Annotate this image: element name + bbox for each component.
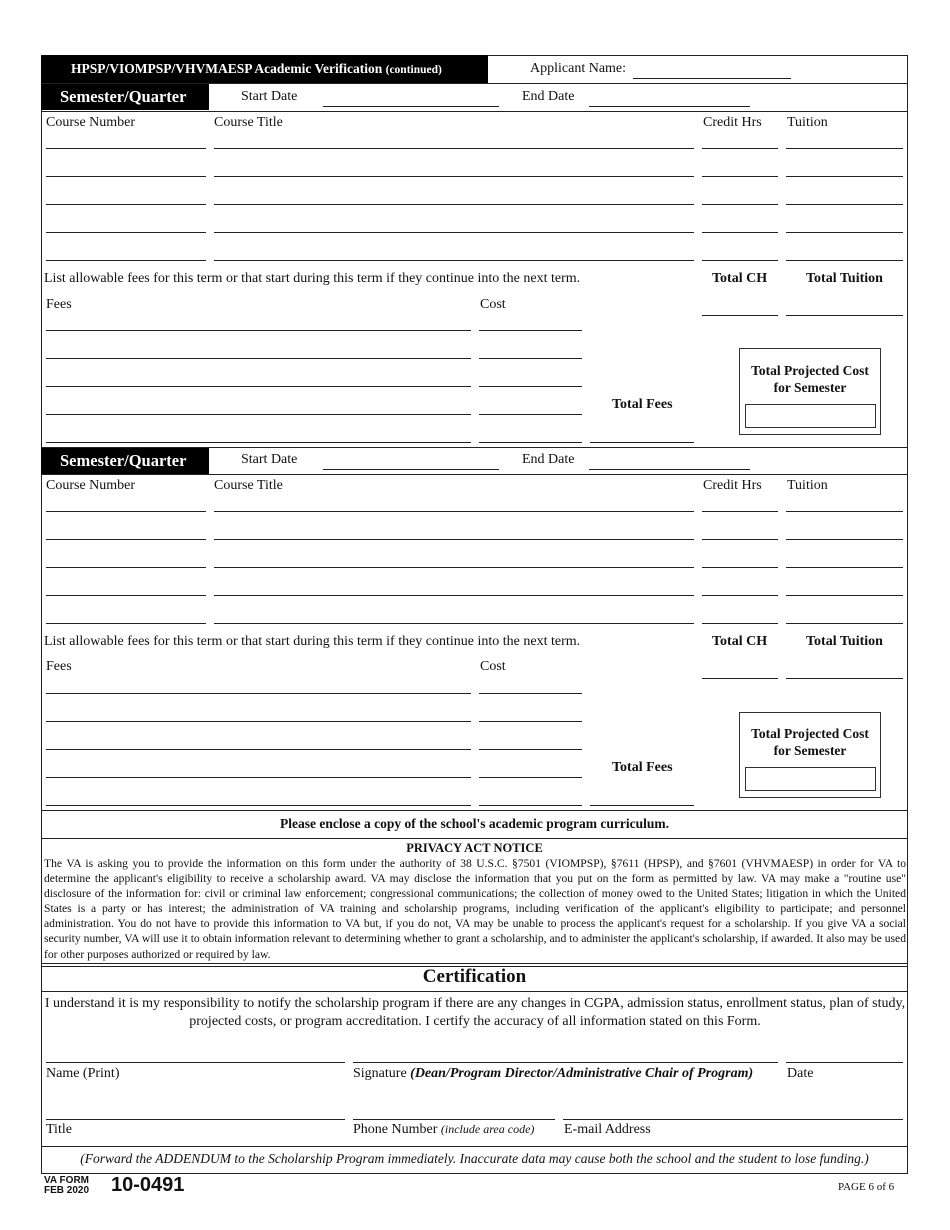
course-number-field[interactable] xyxy=(46,567,206,568)
end-date-field[interactable] xyxy=(589,106,750,107)
course-number-field[interactable] xyxy=(46,148,206,149)
total-tuition-label: Total Tuition xyxy=(806,271,883,286)
fee-field[interactable] xyxy=(46,777,471,778)
course-number-field[interactable] xyxy=(46,539,206,540)
cost-field[interactable] xyxy=(479,414,582,415)
fees-header: Fees xyxy=(46,297,72,312)
tuition-field[interactable] xyxy=(786,595,903,596)
credit-hrs-field[interactable] xyxy=(702,623,778,624)
name-print-field[interactable] xyxy=(46,1062,345,1063)
phone-qualifier: (include area code) xyxy=(440,1122,535,1136)
course-number-field[interactable] xyxy=(46,260,206,261)
start-date-field[interactable] xyxy=(323,106,499,107)
form-title xyxy=(71,61,442,77)
total-fees-field[interactable] xyxy=(590,805,694,806)
cost-field[interactable] xyxy=(479,721,582,722)
section-divider xyxy=(41,963,908,964)
total-projected-cost-line1: Total Projected Cost xyxy=(751,726,869,741)
form-date: FEB 2020 xyxy=(44,1185,90,1196)
fee-field[interactable] xyxy=(46,805,471,806)
cost-field[interactable] xyxy=(479,693,582,694)
email-address-label: E-mail Address xyxy=(564,1122,651,1137)
tuition-field[interactable] xyxy=(786,176,903,177)
phone-number-field[interactable] xyxy=(353,1119,555,1120)
date-field[interactable] xyxy=(786,1062,903,1063)
course-title-header: Course Title xyxy=(214,478,283,493)
certification-statement: I understand it is my responsibility to notify the scholarship program if there are any changes in CGPA, admission status, enrollment status, plan of study, projected costs, or program accreditation. I certify the accuracy of all information stated on this Form. xyxy=(44,996,906,1029)
signature-field[interactable] xyxy=(353,1062,778,1063)
total-projected-cost-line2: for Semester xyxy=(773,743,847,758)
course-title-field[interactable] xyxy=(214,511,694,512)
signature-label-text: Signature xyxy=(353,1066,407,1081)
end-date-field[interactable] xyxy=(589,469,750,470)
email-address-field[interactable] xyxy=(563,1119,903,1120)
start-date-field[interactable] xyxy=(323,469,499,470)
total-projected-cost-field[interactable] xyxy=(745,767,876,791)
credit-hrs-field[interactable] xyxy=(702,539,778,540)
cost-field[interactable] xyxy=(479,386,582,387)
semester-quarter-badge xyxy=(41,84,209,110)
total-fees-label: Total Fees xyxy=(612,760,673,775)
semester-quarter-label: Semester/Quarter xyxy=(60,451,187,470)
privacy-notice-heading: PRIVACY ACT NOTICE xyxy=(406,841,543,855)
course-number-field[interactable] xyxy=(46,204,206,205)
frame-right xyxy=(907,55,908,1173)
course-title-field[interactable] xyxy=(214,176,694,177)
frame-left xyxy=(41,55,42,1173)
fees-instruction: List allowable fees for this term or that start during this term if they continue into the next term. xyxy=(44,271,581,286)
fee-field[interactable] xyxy=(46,693,471,694)
section-divider xyxy=(41,810,908,811)
total-ch-field[interactable] xyxy=(702,678,778,679)
total-projected-cost-line2: for Semester xyxy=(773,380,847,395)
total-projected-cost-box xyxy=(739,712,881,798)
fee-field[interactable] xyxy=(46,386,471,387)
tuition-field[interactable] xyxy=(786,148,903,149)
credit-hrs-field[interactable] xyxy=(702,595,778,596)
course-title-field[interactable] xyxy=(214,567,694,568)
section-divider xyxy=(41,991,908,992)
section-divider xyxy=(41,838,908,839)
course-title-field[interactable] xyxy=(214,148,694,149)
credit-hrs-field[interactable] xyxy=(702,148,778,149)
privacy-notice-body: The VA is asking you to provide the information on this form under the authority of 38 U.S.C. §7501 (VIOMPSP), §7611 (HPSP), and §7601 (VHVMAESP) in order for VA to determine the applicant's eligibility to receive a scholarship award. VA may disclose the information that you put on the form as permitted by law. VA may make a "routine use" disclosure of the information for: civil or criminal law enforcement; congressional communications; the collection of money owed to the United States; litigation in which the United States is a party or has interest; the administration of VA training and scholarship programs, including verification of the applicant's eligibility to participate; and personnel administration. You do not have to provide this information to VA but, if you do not, VA may be unable to process the applicant's request for a scholarship. If you give VA a social security number, VA will use it to obtain information relevant to determining whether to grant a scholarship, and to administer the applicant's scholarship, if awarded. It also may be used for other purposes authorized or required by law. xyxy=(44,857,906,961)
form-number: 10-0491 xyxy=(111,1174,185,1196)
credit-hrs-field[interactable] xyxy=(702,232,778,233)
cost-field[interactable] xyxy=(479,358,582,359)
course-title-field[interactable] xyxy=(214,232,694,233)
semester-quarter-label: Semester/Quarter xyxy=(60,87,187,106)
fee-field[interactable] xyxy=(46,414,471,415)
tuition-header: Tuition xyxy=(787,115,828,130)
course-title-field[interactable] xyxy=(214,539,694,540)
semester-quarter-badge xyxy=(41,448,209,474)
section-divider xyxy=(41,474,908,475)
form-title-bar xyxy=(41,55,488,83)
fee-field[interactable] xyxy=(46,330,471,331)
cost-field[interactable] xyxy=(479,442,582,443)
tuition-field[interactable] xyxy=(786,567,903,568)
end-date-label: End Date xyxy=(522,89,575,104)
tuition-field[interactable] xyxy=(786,539,903,540)
total-tuition-field[interactable] xyxy=(786,315,903,316)
signature-label xyxy=(353,1066,753,1082)
course-number-field[interactable] xyxy=(46,623,206,624)
certification-heading: Certification xyxy=(422,966,527,987)
credit-hrs-field[interactable] xyxy=(702,204,778,205)
course-number-header: Course Number xyxy=(46,115,136,130)
end-date-label: End Date xyxy=(522,452,575,467)
tuition-field[interactable] xyxy=(786,511,903,512)
signature-qualifier: (Dean/Program Director/Administrative Chair of Program) xyxy=(410,1066,754,1081)
credit-hrs-field[interactable] xyxy=(702,511,778,512)
form-title-suffix: (continued) xyxy=(385,64,442,76)
total-tuition-field[interactable] xyxy=(786,678,903,679)
total-ch-label: Total CH xyxy=(712,271,768,286)
tuition-field[interactable] xyxy=(786,623,903,624)
forward-addendum-note: (Forward the ADDENDUM to the Scholarship Program immediately. Inaccurate data may cause both the school and the student to lose funding.) xyxy=(80,1151,869,1166)
cost-field[interactable] xyxy=(479,749,582,750)
course-title-field[interactable] xyxy=(214,595,694,596)
title-field[interactable] xyxy=(46,1119,345,1120)
cost-header: Cost xyxy=(480,297,506,312)
section-divider xyxy=(41,1146,908,1147)
va-form-label xyxy=(44,1176,89,1196)
total-projected-cost-label xyxy=(740,362,880,396)
course-number-field[interactable] xyxy=(46,176,206,177)
tuition-field[interactable] xyxy=(786,232,903,233)
date-label: Date xyxy=(787,1066,814,1081)
credit-hrs-field[interactable] xyxy=(702,176,778,177)
page-number: PAGE 6 of 6 xyxy=(838,1181,895,1193)
cost-field[interactable] xyxy=(479,330,582,331)
course-title-field[interactable] xyxy=(214,623,694,624)
fee-field[interactable] xyxy=(46,358,471,359)
tuition-field[interactable] xyxy=(786,204,903,205)
fee-field[interactable] xyxy=(46,749,471,750)
applicant-name-label: Applicant Name: xyxy=(530,61,627,76)
cost-header: Cost xyxy=(480,659,506,674)
tuition-field[interactable] xyxy=(786,260,903,261)
phone-number-label xyxy=(353,1122,534,1138)
total-fees-field[interactable] xyxy=(590,442,694,443)
va-form-text: VA FORM xyxy=(44,1175,89,1186)
fee-field[interactable] xyxy=(46,442,471,443)
course-title-field[interactable] xyxy=(214,204,694,205)
start-date-label: Start Date xyxy=(241,452,298,467)
credit-hrs-header: Credit Hrs xyxy=(703,478,762,493)
start-date-label: Start Date xyxy=(241,89,298,104)
credit-hrs-field[interactable] xyxy=(702,567,778,568)
total-fees-label: Total Fees xyxy=(612,397,673,412)
fee-field[interactable] xyxy=(46,721,471,722)
cost-field[interactable] xyxy=(479,805,582,806)
course-title-field[interactable] xyxy=(214,260,694,261)
course-number-header: Course Number xyxy=(46,478,136,493)
section-divider xyxy=(41,111,908,112)
total-projected-cost-box xyxy=(739,348,881,435)
enclose-curriculum-notice: Please enclose a copy of the school's academic program curriculum. xyxy=(280,816,669,831)
total-ch-field[interactable] xyxy=(702,315,778,316)
total-projected-cost-field[interactable] xyxy=(745,404,876,428)
total-projected-cost-line1: Total Projected Cost xyxy=(751,363,869,378)
total-projected-cost-label xyxy=(740,725,880,759)
cost-field[interactable] xyxy=(479,777,582,778)
credit-hrs-field[interactable] xyxy=(702,260,778,261)
phone-label-text: Phone Number xyxy=(353,1122,438,1137)
course-title-header: Course Title xyxy=(214,115,283,130)
name-print-label: Name (Print) xyxy=(46,1066,120,1081)
fees-header: Fees xyxy=(46,659,72,674)
total-ch-label: Total CH xyxy=(712,634,768,649)
course-number-field[interactable] xyxy=(46,595,206,596)
course-number-field[interactable] xyxy=(46,232,206,233)
form-title-text: HPSP/VIOMPSP/VHVMAESP Academic Verification xyxy=(71,61,383,76)
credit-hrs-header: Credit Hrs xyxy=(703,115,762,130)
tuition-header: Tuition xyxy=(787,478,828,493)
applicant-name-field[interactable] xyxy=(633,78,791,79)
fees-instruction: List allowable fees for this term or that start during this term if they continue into the next term. xyxy=(44,634,581,649)
course-number-field[interactable] xyxy=(46,511,206,512)
title-label: Title xyxy=(46,1122,72,1137)
total-tuition-label: Total Tuition xyxy=(806,634,883,649)
